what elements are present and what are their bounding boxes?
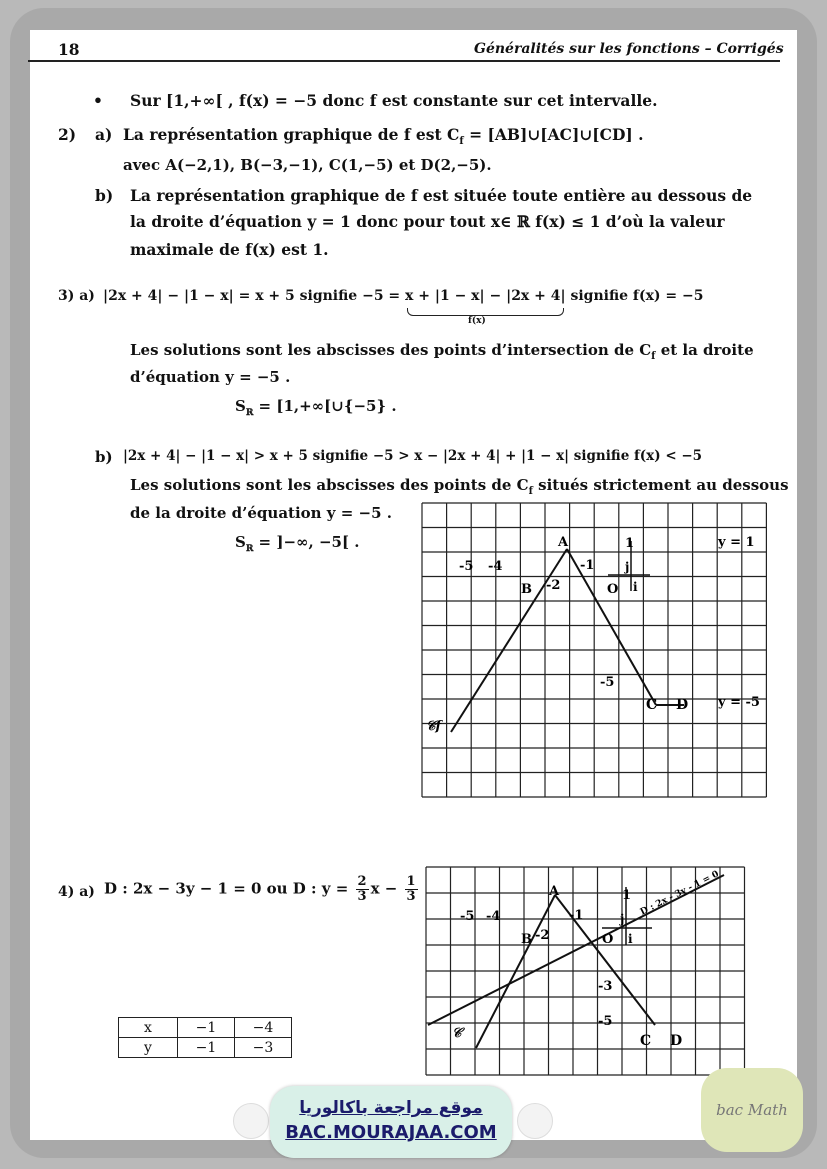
site-logo-right-icon — [517, 1103, 553, 1139]
site-url-link[interactable]: BAC.MOURAJAA.COM — [285, 1122, 497, 1143]
line-constant: Sur [1,+∞[ , f(x) = −5 donc f est constante sur cet intervalle. — [130, 91, 658, 110]
graph1-label-m4: -4 — [488, 559, 503, 574]
graph1-label-cf: 𝒞f — [426, 719, 442, 734]
graph1-label-i: i — [633, 580, 638, 594]
graph1-label-C: C — [646, 697, 658, 713]
graph-1 — [420, 501, 768, 802]
table-row — [119, 1018, 292, 1038]
graph2-label-D: D — [670, 1033, 683, 1049]
bullet: • — [93, 91, 103, 110]
q3b-equation: |2x + 4| − |1 − x| > x + 5 signifie −5 > x − |2x + 4| + |1 − x| signifie f(x) < −5 — [123, 448, 703, 464]
table-cell: −1 — [178, 1038, 235, 1058]
value-table — [118, 1017, 292, 1058]
graph1-label-ym5: y = -5 — [718, 695, 760, 710]
q2b-line1: La représentation graphique de f est située toute entière au dessous de — [130, 186, 753, 205]
graph1-label-A: A — [558, 535, 569, 550]
q3b-label: b) — [95, 448, 113, 466]
q2b-label: b) — [95, 186, 114, 205]
graph2-label-m4: -4 — [486, 909, 501, 924]
graph1-label-m5y: -5 — [600, 675, 615, 690]
q3a-brace-expr: x + |1 − x| − |2x + 4| — [405, 288, 566, 304]
q2a-label: a) — [95, 125, 113, 144]
graph2-label-j: j — [620, 912, 625, 926]
graph2-label-m3y: -3 — [598, 979, 613, 994]
graph2-label-C: C — [640, 1033, 652, 1049]
q4a-equation: D : 2x − 3y − 1 = 0 ou D : y = $\frac{2}{3}$ x − $\frac{1}{3}$ — [104, 874, 416, 904]
bac-math-badge: bac Math — [701, 1068, 803, 1152]
q2b-line3: maximale de f(x) est 1. — [130, 240, 329, 259]
underbrace-label: f(x) — [468, 316, 486, 326]
graph1-label-O: O — [607, 582, 619, 597]
q3b-solution-set: $S_ℝ$ = ]−∞, −5[ . — [235, 533, 360, 554]
graph1-label-y1: y = 1 — [718, 535, 755, 550]
graph2-label-m5: -5 — [460, 909, 475, 924]
page-title: Généralités sur les fonctions – Corrigés — [474, 41, 784, 57]
graph-2 — [424, 865, 748, 1080]
graph2-label-A: A — [549, 884, 560, 899]
site-arabic-name[interactable]: موقع مراجعة باكالوريا — [299, 1098, 483, 1118]
site-banner[interactable] — [270, 1086, 512, 1158]
graph2-label-1: 1 — [622, 888, 632, 903]
table-cell: x — [119, 1018, 178, 1038]
page-number: 18 — [58, 40, 80, 59]
q2a-points: avec A(−2,1), B(−3,−1), C(1,−5) et D(2,−5). — [123, 156, 492, 174]
table-cell: −4 — [235, 1018, 292, 1038]
graph1-label-B: B — [521, 582, 532, 597]
table-cell: y — [119, 1038, 178, 1058]
site-logo-left-icon — [233, 1103, 269, 1139]
graph2-label-i: i — [628, 932, 633, 946]
q3a-solution-set: $S_ℝ$ = [1,+∞[∪{−5} . — [235, 397, 397, 418]
q3a-sol-line1: Les solutions sont les abscisses des points d’intersection de $C_f$ et la droite — [130, 341, 754, 362]
graph1-label-m2: -2 — [546, 578, 561, 593]
q3a-equation: |2x + 4| − |1 − x| = x + 5 signifie −5 = x + |1 − x| − |2x + 4| signifie f(x) = −5 — [103, 288, 704, 304]
graph1-label-D: D — [676, 697, 689, 713]
graph1-label-m1: -1 — [580, 558, 595, 573]
q2b-line2: la droite d’équation y = 1 donc pour tout x∈ ℝ f(x) ≤ 1 d’où la valeur — [130, 212, 725, 231]
q3a-label: 3) a) — [58, 288, 95, 304]
header-rule — [28, 60, 780, 62]
q2a-text: La représentation graphique de f est $C_f$ = [AB]∪[AC]∪[CD] . — [123, 125, 644, 148]
graph2-label-m2: -2 — [535, 928, 550, 943]
q3b-sol-line2: de la droite d’équation y = −5 . — [130, 504, 392, 522]
q4a-label: 4) a) — [58, 884, 95, 900]
graph1-label-1: 1 — [625, 536, 635, 551]
q2-label: 2) — [58, 125, 77, 144]
graph1-label-j: j — [625, 560, 630, 574]
graph2-label-B: B — [521, 932, 532, 947]
table-row — [119, 1038, 292, 1058]
graph2-label-m1: -1 — [569, 908, 584, 923]
underbrace — [407, 308, 564, 316]
q3b-sol-line1: Les solutions sont les abscisses des points de $C_f$ situés strictement au dessous — [130, 476, 789, 497]
table-cell: −3 — [235, 1038, 292, 1058]
table-cell: −1 — [178, 1018, 235, 1038]
graph2-label-m5y: -5 — [598, 1014, 613, 1029]
graph2-label-O: O — [602, 932, 614, 947]
q3a-sol-line2: d’équation y = −5 . — [130, 368, 291, 386]
graph2-label-D-eq: D : 2x - 3y - 1 = 0 — [638, 869, 721, 918]
graph1-label-m5: -5 — [459, 559, 474, 574]
graph2-label-cf: 𝒞 — [452, 1026, 462, 1041]
